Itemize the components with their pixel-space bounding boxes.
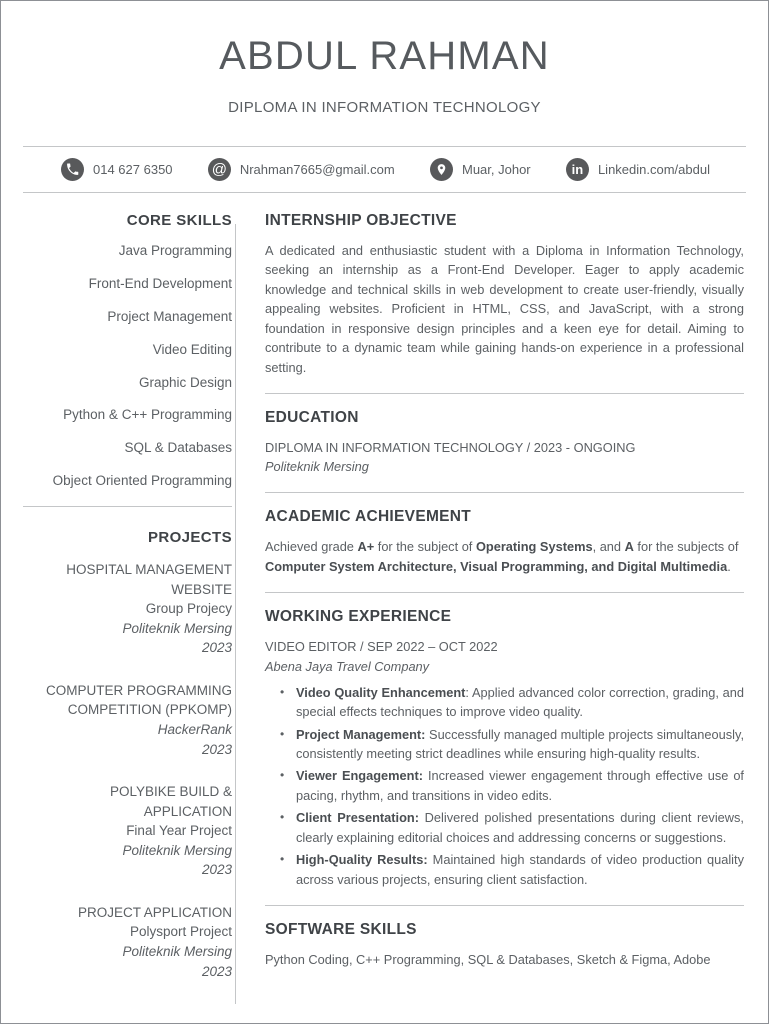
project-org: Politeknik Mersing <box>122 842 232 858</box>
list-item: Object Oriented Programming <box>52 473 232 489</box>
list-item: Video Editing <box>152 341 232 357</box>
project-title: PROJECT APPLICATION <box>77 904 232 920</box>
list-item <box>23 782 232 880</box>
education-degree: DIPLOMA IN INFORMATION TECHNOLOGY / 2023 - ONGOING <box>265 440 636 456</box>
project-subtitle: Polysport Project <box>129 924 232 940</box>
sidebar-divider <box>23 506 232 507</box>
contact-bar <box>23 146 746 193</box>
list-item: • Client Presentation: Delivered polished presentations during client reviews, clearly explaining editorial choices and addressing concerns or suggestions. <box>296 808 744 847</box>
list-item: • High-Quality Results: Maintained high standards of video production quality across various projects, ensuring client satisfaction. <box>296 850 744 889</box>
projects-heading: PROJECTS <box>147 529 232 546</box>
list-item: • Viewer Engagement: Increased viewer engagement through effective use of pacing, rhythm, and transitions in video edits. <box>296 766 744 805</box>
project-subtitle: Final Year Project <box>126 823 232 839</box>
achievement-bold-run: Operating Systems <box>475 539 593 555</box>
list-item: Project Management <box>107 308 232 324</box>
section-academic-achievement <box>265 508 744 576</box>
achievement-bold-run: Computer System Architecture, Visual Programming, and Digital Multimedia <box>265 558 728 574</box>
contact-item-location[interactable] <box>430 158 531 181</box>
list-item: • Video Quality Enhancement: Applied advanced color correction, grading, and special effects techniques to improve video quality. <box>296 683 744 722</box>
achievement-text: Achieved grade A+ for the subject of Operating Systems, and A for the subjects of Computer System Architecture, Visual Programming, and Digital Multimedia. <box>265 539 739 574</box>
software-skills-text: Python Coding, C++ Programming, SQL & Databases, Sketch & Figma, Adobe <box>265 952 711 968</box>
bullet-label: High-Quality Results: <box>296 852 428 868</box>
experience-role: VIDEO EDITOR / SEP 2022 – OCT 2022 <box>265 639 498 655</box>
section-rule <box>265 905 744 906</box>
project-year: 2023 <box>201 640 232 656</box>
contact-location-text: Muar, Johor <box>461 162 531 177</box>
bullet-label: Client Presentation: <box>296 810 419 826</box>
projects-list <box>23 560 232 981</box>
core-skills-list <box>23 243 232 490</box>
project-year: 2023 <box>201 862 232 878</box>
bullet-label: Project Management: <box>296 726 426 742</box>
bullet-label: Viewer Engagement: <box>296 768 424 784</box>
list-item: Java Programming <box>118 243 232 258</box>
location-pin-icon <box>430 158 453 181</box>
content-columns <box>23 212 746 1004</box>
project-year: 2023 <box>201 963 232 979</box>
list-item: Graphic Design <box>138 374 232 390</box>
education-institution: Politeknik Mersing <box>265 459 369 475</box>
experience-company: Abena Jaya Travel Company <box>265 658 430 674</box>
sidebar <box>23 212 235 1004</box>
section-internship-objective <box>265 212 744 377</box>
achievement-heading: ACADEMIC ACHIEVEMENT <box>265 508 472 526</box>
linkedin-icon: in <box>566 158 589 181</box>
section-rule <box>265 492 744 493</box>
project-org: Politeknik Mersing <box>122 620 232 636</box>
phone-icon <box>61 158 84 181</box>
education-heading: EDUCATION <box>265 409 359 427</box>
section-education <box>265 409 744 476</box>
project-subtitle: Group Projecy <box>145 601 232 617</box>
list-item <box>23 560 232 658</box>
main-content <box>236 212 746 970</box>
experience-bullet-list <box>265 683 744 889</box>
contact-phone-text: 014 627 6350 <box>93 162 173 177</box>
contact-email-text: Nrahman7665@gmail.com <box>239 162 395 177</box>
list-item: Front-End Development <box>88 275 232 291</box>
section-working-experience <box>265 608 744 889</box>
section-software-skills <box>265 921 744 969</box>
bullet-label: Video Quality Enhancement <box>296 684 466 700</box>
project-org: Politeknik Mersing <box>122 944 232 959</box>
candidate-subtitle: DIPLOMA IN INFORMATION TECHNOLOGY <box>228 99 541 116</box>
project-title: HOSPITAL MANAGEMENT WEBSITE <box>66 562 232 597</box>
section-rule <box>265 393 744 394</box>
achievement-bold-run: A+ <box>357 539 375 555</box>
contact-rule-bottom <box>23 192 746 193</box>
project-year: 2023 <box>201 741 232 757</box>
achievement-bold-run: A <box>624 539 634 555</box>
software-skills-heading: SOFTWARE SKILLS <box>265 921 417 939</box>
project-title: POLYBIKE BUILD & APPLICATION <box>109 784 232 819</box>
page-title <box>23 34 746 116</box>
list-item <box>23 681 232 759</box>
list-item <box>23 903 232 981</box>
list-item: • Project Management: Successfully managed multiple projects simultaneously, consistently meeting strict deadlines while ensuring high-quality results. <box>296 725 744 764</box>
objective-heading: INTERNSHIP OBJECTIVE <box>265 212 457 229</box>
experience-heading: WORKING EXPERIENCE <box>265 608 452 626</box>
contact-linkedin-text: Linkedin.com/abdul <box>597 162 710 177</box>
core-skills-heading: CORE SKILLS <box>126 212 232 229</box>
email-at-icon: @ <box>208 158 231 181</box>
list-item: SQL & Databases <box>124 440 232 456</box>
list-item: Python & C++ Programming <box>63 407 232 423</box>
contact-item-email[interactable] <box>208 158 395 181</box>
contact-item-phone[interactable] <box>61 158 173 181</box>
project-org: HackerRank <box>157 721 232 737</box>
section-rule <box>265 592 744 593</box>
project-title: COMPUTER PROGRAMMING COMPETITION (PPKOMP) <box>45 682 232 718</box>
contact-item-linkedin[interactable] <box>566 158 710 181</box>
candidate-name: ABDUL RAHMAN <box>219 34 550 78</box>
objective-text: A dedicated and enthusiastic student with a Diploma in Information Technology, seeking an internship as a Front-End Developer. Eager to apply academic knowledge and technical skills in web development to create user-friendly, visually appealing websites. Proficient in HTML, CSS, and JavaScript, with a strong foundation in responsive design principles and a keen eye for detail. Aiming to contribute to a dynamic team while gaining hands-on experience in a professional setting. <box>265 243 744 375</box>
